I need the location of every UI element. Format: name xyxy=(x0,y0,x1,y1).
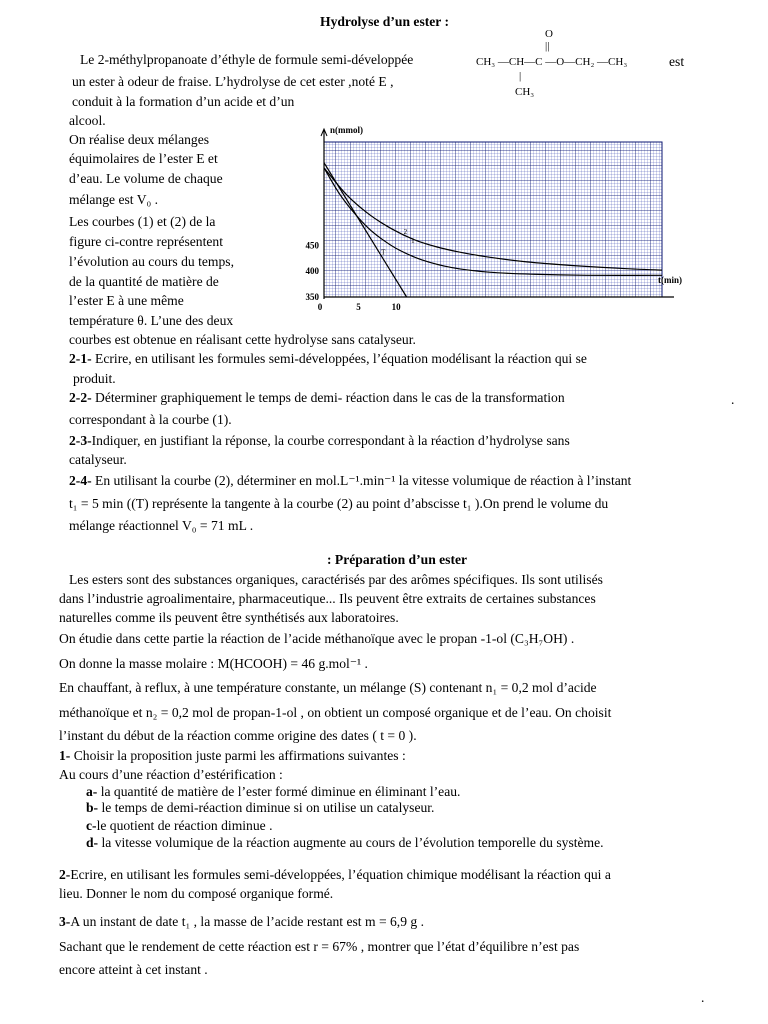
left-text-6: figure ci-contre représentent xyxy=(69,234,223,249)
option-d-letter: d- xyxy=(86,835,99,850)
option-c-letter: c- xyxy=(86,818,97,833)
q22-num: 2-2- xyxy=(69,390,92,405)
option-b-letter: b- xyxy=(86,800,99,815)
formula-branch-methyl: CH₃ xyxy=(515,86,535,98)
curve-label-T: T xyxy=(381,248,386,257)
question-2-2 xyxy=(69,390,565,406)
x-axis-label: t(min) xyxy=(658,275,682,285)
intro-est: est xyxy=(669,54,685,69)
intro-line-1: Le 2-méthylpropanoate d’éthyle de formule semi-développée xyxy=(80,52,414,67)
left-text-10: température θ. L’une des deux xyxy=(69,313,234,328)
question-1 xyxy=(59,748,406,764)
ester-quantity-chart xyxy=(290,120,710,320)
question-3-cont2: encore atteint à cet instant . xyxy=(59,962,208,977)
paragraph-line-3: naturelles comme ils peuvent être synthétisés aux laboratoires. xyxy=(59,610,399,625)
question-2-4-cont: t₁ = 5 min ((T) représente la tangente à la courbe (2) au point d’abscisse t₁ ).On prend le volume du xyxy=(69,496,609,511)
y-tick-label: 450 xyxy=(305,240,319,251)
q1-text: Choisir la proposition juste parmi les affirmations suivantes : xyxy=(70,748,406,763)
x-tick-label: 10 xyxy=(391,302,401,312)
left-text-7: l’évolution au cours du temps, xyxy=(69,254,234,269)
q1-num: 1- xyxy=(59,748,71,763)
question-2-cont: lieu. Donner le nom du composé organique formé. xyxy=(59,886,334,901)
paragraph-line-8: l’instant du début de la réaction comme origine des dates ( t = 0 ). xyxy=(59,728,417,743)
intro-line-4: alcool. xyxy=(69,113,106,128)
option-a-text: la quantité de matière de l’ester formé diminue en éliminant l’eau. xyxy=(97,784,461,799)
question-2-3 xyxy=(69,433,570,449)
option-b xyxy=(86,800,434,816)
intro-line-3: conduit à la formation d’un acide et d’un xyxy=(72,94,295,109)
option-d xyxy=(86,835,604,851)
option-a xyxy=(86,784,460,800)
question-2 xyxy=(59,867,611,883)
continuation-line: courbes est obtenue en réalisant cette hydrolyse sans catalyseur. xyxy=(69,332,416,347)
chart-grid xyxy=(324,142,662,297)
q21-num: 2-1- xyxy=(69,351,92,366)
left-text-9: l’ester E à une même xyxy=(69,293,184,308)
q2-text: Ecrire, en utilisant les formules semi-développées, l’équation chimique modélisant la réaction qui a xyxy=(70,867,611,882)
section-title-hydrolysis: Hydrolyse d’un ester : xyxy=(320,14,450,29)
q3-num: 3- xyxy=(59,914,71,929)
option-b-text: le temps de demi-réaction diminue si on utilise un catalyseur. xyxy=(98,800,435,815)
formula-oxygen-top: O xyxy=(545,28,553,40)
question-2-1 xyxy=(69,351,587,367)
question-2-4-cont2: mélange réactionnel V₀ = 71 mL . xyxy=(69,518,254,533)
q24-num: 2-4- xyxy=(69,473,92,488)
paragraph-line-6: En chauffant, à reflux, à une température constante, un mélange (S) contenant n₁ = 0,2 mol d’acide xyxy=(59,680,597,695)
q23-num: 2-3- xyxy=(69,433,92,448)
option-c xyxy=(86,818,272,834)
y-axis-label: n(mmol) xyxy=(330,125,363,135)
question-3-cont: Sachant que le rendement de cette réaction est r = 67% , montrer que l’état d’équilibre n’est pas xyxy=(59,939,580,954)
q24-text: En utilisant la courbe (2), déterminer en mol.L⁻¹.min⁻¹ la vitesse volumique de réaction à l’instant xyxy=(91,473,632,488)
paragraph-line-1: Les esters sont des substances organiques, caractérisés par des arômes spécifiques. Ils sont utilisés xyxy=(69,572,603,587)
formula-main-chain: CH₃ —CH—C —O—CH₂ —CH₃ xyxy=(476,56,628,68)
question-1-sub: Au cours d’une réaction d’estérification : xyxy=(59,767,283,782)
chart-major-grid xyxy=(324,142,662,297)
paragraph-line-7: méthanoïque et n₂ = 0,2 mol de propan-1-ol , on obtient un composé organique et de l’eau. On choisit xyxy=(59,705,612,720)
paragraph-line-4: On étudie dans cette partie la réaction de l’acide méthanoïque avec le propan -1-ol (C₃H₇OH) . xyxy=(59,631,575,646)
left-text-1: On réalise deux mélanges xyxy=(69,132,210,147)
formula-branch-bond: | xyxy=(519,70,522,82)
option-a-letter: a- xyxy=(86,784,98,799)
y-tick-label: 400 xyxy=(305,266,319,277)
question-2-3-cont: catalyseur. xyxy=(69,452,127,467)
question-2-1-cont: produit. xyxy=(73,371,116,386)
q22-text: Déterminer graphiquement le temps de demi- réaction dans le cas de la transformation xyxy=(91,390,565,405)
q3-text: A un instant de date t₁ , la masse de l’acide restant est m = 6,9 g . xyxy=(70,914,424,929)
left-text-3: d’eau. Le volume de chaque xyxy=(69,171,223,186)
q21-text: Ecrire, en utilisant les formules semi-développées, l’équation modélisant la réaction qui se xyxy=(91,351,587,366)
x-tick-label: 5 xyxy=(356,302,361,312)
left-text-8: de la quantité de matière de xyxy=(69,274,219,289)
left-text-5: Les courbes (1) et (2) de la xyxy=(69,214,216,229)
option-c-text: le quotient de réaction diminue . xyxy=(96,818,273,833)
stray-dot-1: . xyxy=(731,392,735,407)
y-tick-label: 350 xyxy=(305,292,319,302)
question-3 xyxy=(59,914,424,930)
formula-double-bond: || xyxy=(545,40,550,52)
question-2-2-cont: correspondant à la courbe (1). xyxy=(69,412,232,427)
q23-text: Indiquer, en justifiant la réponse, la courbe correspondant à la réaction d’hydrolyse sans xyxy=(91,433,570,448)
intro-line-2: un ester à odeur de fraise. L’hydrolyse de cet ester ,noté E , xyxy=(72,74,394,89)
curve-label-2: 2 xyxy=(403,227,408,236)
option-d-text: la vitesse volumique de la réaction augmente au cours de l’évolution temporelle du système. xyxy=(98,835,604,850)
left-text-4: mélange est V₀ . xyxy=(69,192,159,207)
question-2-4 xyxy=(69,473,631,489)
paragraph-line-2: dans l’industrie agroalimentaire, pharmaceutique... Ils peuvent être extraits de certaines substances xyxy=(59,591,596,606)
x-tick-label: 0 xyxy=(317,302,323,312)
stray-dot-2: . xyxy=(701,990,705,1005)
section-title-preparation: : Préparation d’un ester xyxy=(327,552,468,567)
left-text-2: équimolaires de l’ester E et xyxy=(69,151,218,166)
paragraph-line-5: On donne la masse molaire : M(HCOOH) = 46 g.mol⁻¹ . xyxy=(59,656,368,671)
curve-label-1: 1 xyxy=(411,236,415,245)
q2-num: 2- xyxy=(59,867,71,882)
